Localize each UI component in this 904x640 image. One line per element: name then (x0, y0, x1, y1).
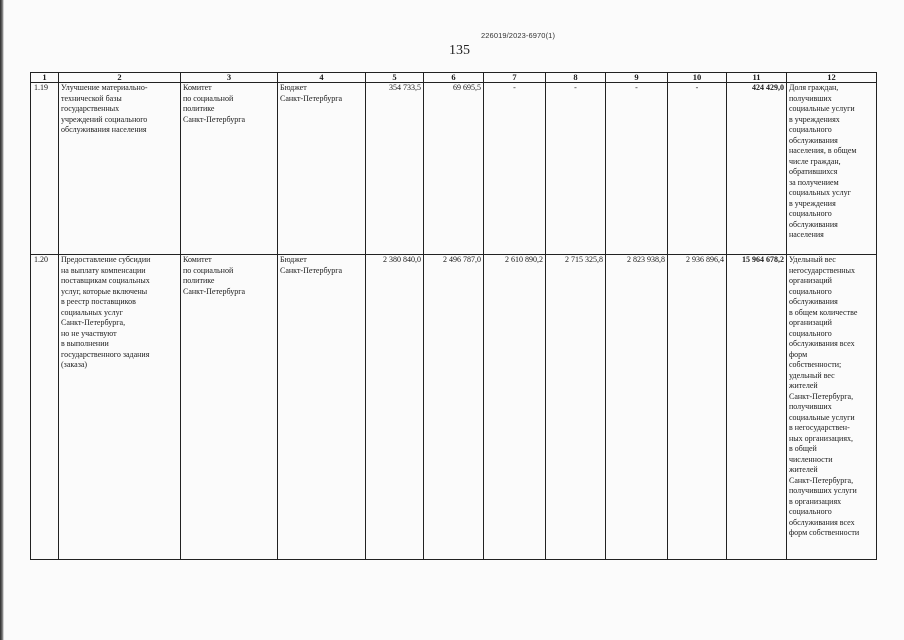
row-number: 1.20 (31, 255, 59, 560)
activity-name: Предоставление субсидии на выплату компенсации поставщикам социальных услуг, которые включены в реестр поставщиков социальных услуг Санкт-Петербурга, но не участвуют в выполнении государственного задания (заказа) (59, 255, 181, 560)
scan-edge (0, 0, 4, 640)
total-value: 15 964 678,2 (727, 255, 787, 560)
col-header: 10 (668, 73, 727, 83)
value-col-6: 2 496 787,0 (424, 255, 484, 560)
indicator-text: Доля граждан, получивших социальные услуги в учреждениях социального обслуживания населения, в общем числе граждан, обратившихся за получением социальных услуг в учреждения социального обслуживания населения (787, 83, 877, 255)
col-header: 3 (181, 73, 278, 83)
col-header: 9 (606, 73, 668, 83)
value-col-8: - (546, 83, 606, 255)
value-col-6: 69 695,5 (424, 83, 484, 255)
funding-source: Бюджет Санкт-Петербурга (278, 255, 366, 560)
col-header: 12 (787, 73, 877, 83)
row-number: 1.19 (31, 83, 59, 255)
col-header: 2 (59, 73, 181, 83)
executor: Комитет по социальной политике Санкт-Петербурга (181, 83, 278, 255)
value-col-5: 2 380 840,0 (366, 255, 424, 560)
value-col-9: - (606, 83, 668, 255)
page-number: 135 (449, 43, 470, 58)
activity-name: Улучшение материально- технической базы государственных учреждений социального обслуживания населения (59, 83, 181, 255)
col-header: 4 (278, 73, 366, 83)
indicator-text: Удельный вес негосударственных организаций социального обслуживания в общем количестве организаций социального обслуживания всех форм собственности; удельный вес жителей Санкт-Петербурга, получивших социальные услуги в негосударствен- ных организациях, в общей численности жителей Санкт-Петербурга, получивших услуги в организациях социального обслуживания всех форм собственности (787, 255, 877, 560)
col-header: 5 (366, 73, 424, 83)
value-col-7: 2 610 890,2 (484, 255, 546, 560)
col-header: 11 (727, 73, 787, 83)
col-header: 6 (424, 73, 484, 83)
total-value: 424 429,0 (727, 83, 787, 255)
col-header: 8 (546, 73, 606, 83)
col-header: 1 (31, 73, 59, 83)
value-col-10: - (668, 83, 727, 255)
value-col-7: - (484, 83, 546, 255)
program-table (30, 72, 877, 560)
table-row (31, 255, 877, 560)
executor: Комитет по социальной политике Санкт-Петербурга (181, 255, 278, 560)
value-col-5: 354 733,5 (366, 83, 424, 255)
table-row (31, 83, 877, 255)
funding-source: Бюджет Санкт-Петербурга (278, 83, 366, 255)
document-id: 226019/2023-6970(1) (481, 31, 556, 40)
value-col-10: 2 936 896,4 (668, 255, 727, 560)
value-col-8: 2 715 325,8 (546, 255, 606, 560)
column-number-row (31, 73, 877, 83)
value-col-9: 2 823 938,8 (606, 255, 668, 560)
col-header: 7 (484, 73, 546, 83)
